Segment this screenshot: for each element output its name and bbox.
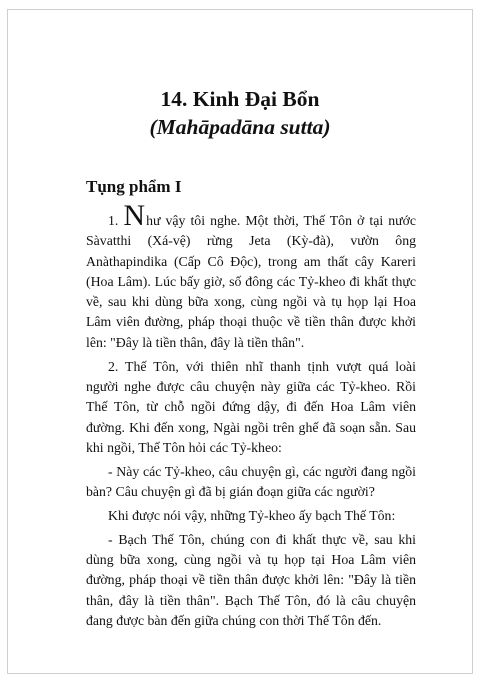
- paragraph-5: - Bạch Thế Tôn, chúng con đi khất thực về, sau khi dùng bữa xong, cùng ngồi và tụ họp tại Hoa Lâm viên đường, pháp thoại về tiền thân được khởi lên: "Đây là tiền thân, đây là tiền thân". Bạch Thế Tôn, đó là câu chuyện đang được bàn đến giữa chúng con thời Thế Tôn đến.: [86, 531, 416, 629]
- paragraph-3: - Này các Tỷ-kheo, câu chuyện gì, các người đang ngồi bàn? Câu chuyện gì đã bị gián đoạn giữa các người?: [86, 463, 416, 500]
- paragraph-2: 2. Thế Tôn, với thiên nhĩ thanh tịnh vượt quá loài người nghe được câu chuyện này giữa các Tỷ-kheo. Rồi Thế Tôn, từ chỗ ngồi đứng dậy, đi đến Hoa Lâm viên đường. Khi đến xong, Ngài ngồi trên ghế đã soạn sẵn. Sau khi ngồi, Thế Tôn hỏi các Tỷ-kheo:: [86, 358, 416, 455]
- section-heading: Tụng phẩm I: [86, 177, 182, 196]
- paragraph-number: 1.: [108, 213, 119, 228]
- body-text: [86, 199, 416, 635]
- paragraph-text: hư vậy tôi nghe. Một thời, Thế Tôn ở tại nước Sàvatthi (Xá-vệ) rừng Jeta (Kỳ-đà), vườn ông Anàthapindika (Cấp Cô Độc), trong am thất cây Kareri (Hoa Lâm). Lúc bấy giờ, số đông các Tỷ-kheo đi khất thực về, sau khi dùng bữa xong, cùng ngồi và tụ họp lại Hoa Lâm viên đường, pháp thoại thuộc về tiền thân được khởi lên: "Đây là tiền thân, đây là tiền thân".: [86, 213, 416, 350]
- paragraph-1: [86, 199, 416, 353]
- paragraph-4: Khi được nói vậy, những Tỷ-kheo ấy bạch Thế Tôn:: [108, 507, 396, 523]
- drop-cap: N: [123, 199, 146, 232]
- chapter-subtitle: (Mahāpadāna sutta): [149, 115, 331, 139]
- chapter-title: 14. Kinh Đại Bổn: [160, 87, 320, 111]
